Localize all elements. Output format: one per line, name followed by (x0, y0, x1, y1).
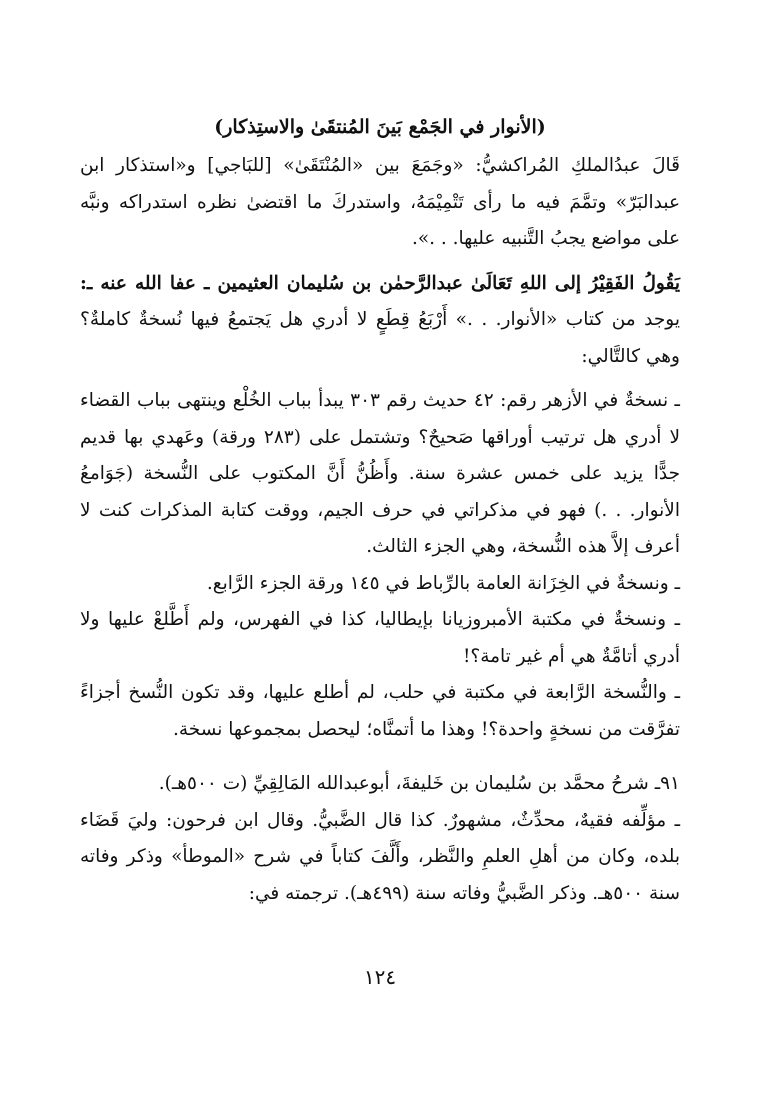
spacer (80, 375, 680, 383)
spacer (80, 748, 680, 766)
entry-heading: ٩١ـ شرحُ محمَّد بن سُليمان بن خَليفةَ، أبوعبدالله المَالِقِيِّ (ت ٥٠٠هـ). (158, 773, 680, 794)
copy-aleppo-paragraph: ـ والنُّسخة الرَّابعة في مكتبة في حلب، لم أطلع عليها، وقد تكون النُّسخ أجزاءً تفرَّقت من نسخةٍ واحدة؟! وهذا ما أتمنَّاه؛ ليحصل بمجموعها نسخة. (80, 682, 680, 740)
author-lead: يَقُولُ الفَقِيْرُ إلى اللهِ تَعَالَىٰ عبدالرَّحمٰن بن سُليمان العثيمين ـ عفا الله عنه ـ: (80, 272, 680, 294)
quote-paragraph: قَالَ عبدُالملكِ المُراكشيُّ: «وجَمَعَ بين «المُنْتَقَىٰ» [للبَاجي] و«استذكار ابن عبدالبَرّ» وتمَّمَ فيه ما رأى تَتْمِيْمَهُ، واستدركَ ما اقتضىٰ نظره استدراكه ونبَّه على مواضع يجبُ التَّنبيه عليها. . .». (80, 155, 680, 249)
page-number: ١٢٤ (363, 965, 397, 989)
copy-ambrosiana-paragraph: ـ ونسخةٌ في مكتبة الأمبروزيانا بإيطاليا، كذا في الفهرس، ولم أَطَّلعْ عليها ولا أدري أتامَّةٌ هي أم غير تامة؟! (80, 609, 680, 667)
entry-paragraph: ـ مؤلِّفه فقيهٌ، محدِّثٌ، مشهورٌ. كذا قال الضَّبيُّ. وقال ابن فرحون: وليَ قَضَاء بلده، وكان من أهلِ العلمِ والنَّظر، وأَلَّفَ كتاباً في شرح «الموطأ» وذكر وفاته سنة ٥٠٠هـ. وذكر الضَّبيُّ وفاته سنة (٤٩٩هـ). ترجمته في: (80, 809, 680, 904)
copy-azhar-paragraph: ـ نسخةٌ في الأزهر رقم: ٤٢ حديث رقم ٣٠٣ يبدأ بباب الخُلْع وينتهى بباب القضاء لا أدري هل ترتيب أوراقها صَحيحٌ؟ وتشتمل على (٢٨٣ ورقة) وعَهدي بها قديم جدًّا يزيد على خمس عشرة سنة. وأَظُنُّ أَنَّ المكتوب على النُّسخة (جَوَامعُ الأنوار. . .) فهو في مذكراتي في حرف الجيم، ووقت كتابة المذكرات كنت لا أعرف إلاَّ هذه النُّسخة، وهي الجزء الثالث. (80, 390, 681, 557)
copy-rabat-paragraph: ـ ونسخةٌ في الخِزَانة العامة بالرِّباط في ١٤٥ ورقة الجزء الرَّابع. (206, 572, 680, 594)
author-text: يوجد من كتاب «الأنوار. . .» أَرْبَعُ قِطَعٍ لا أدري هل يَجتمعُ فيها نُسخةٌ كاملةٌ؟ وهي كالتَّالي: (80, 309, 680, 367)
spacer (80, 258, 680, 266)
author-paragraph (80, 266, 680, 376)
page-body (80, 112, 680, 912)
section-title: (الأنوار في الجَمْع بَينَ المُنتقَىٰ والاستِذكار) (214, 116, 546, 138)
